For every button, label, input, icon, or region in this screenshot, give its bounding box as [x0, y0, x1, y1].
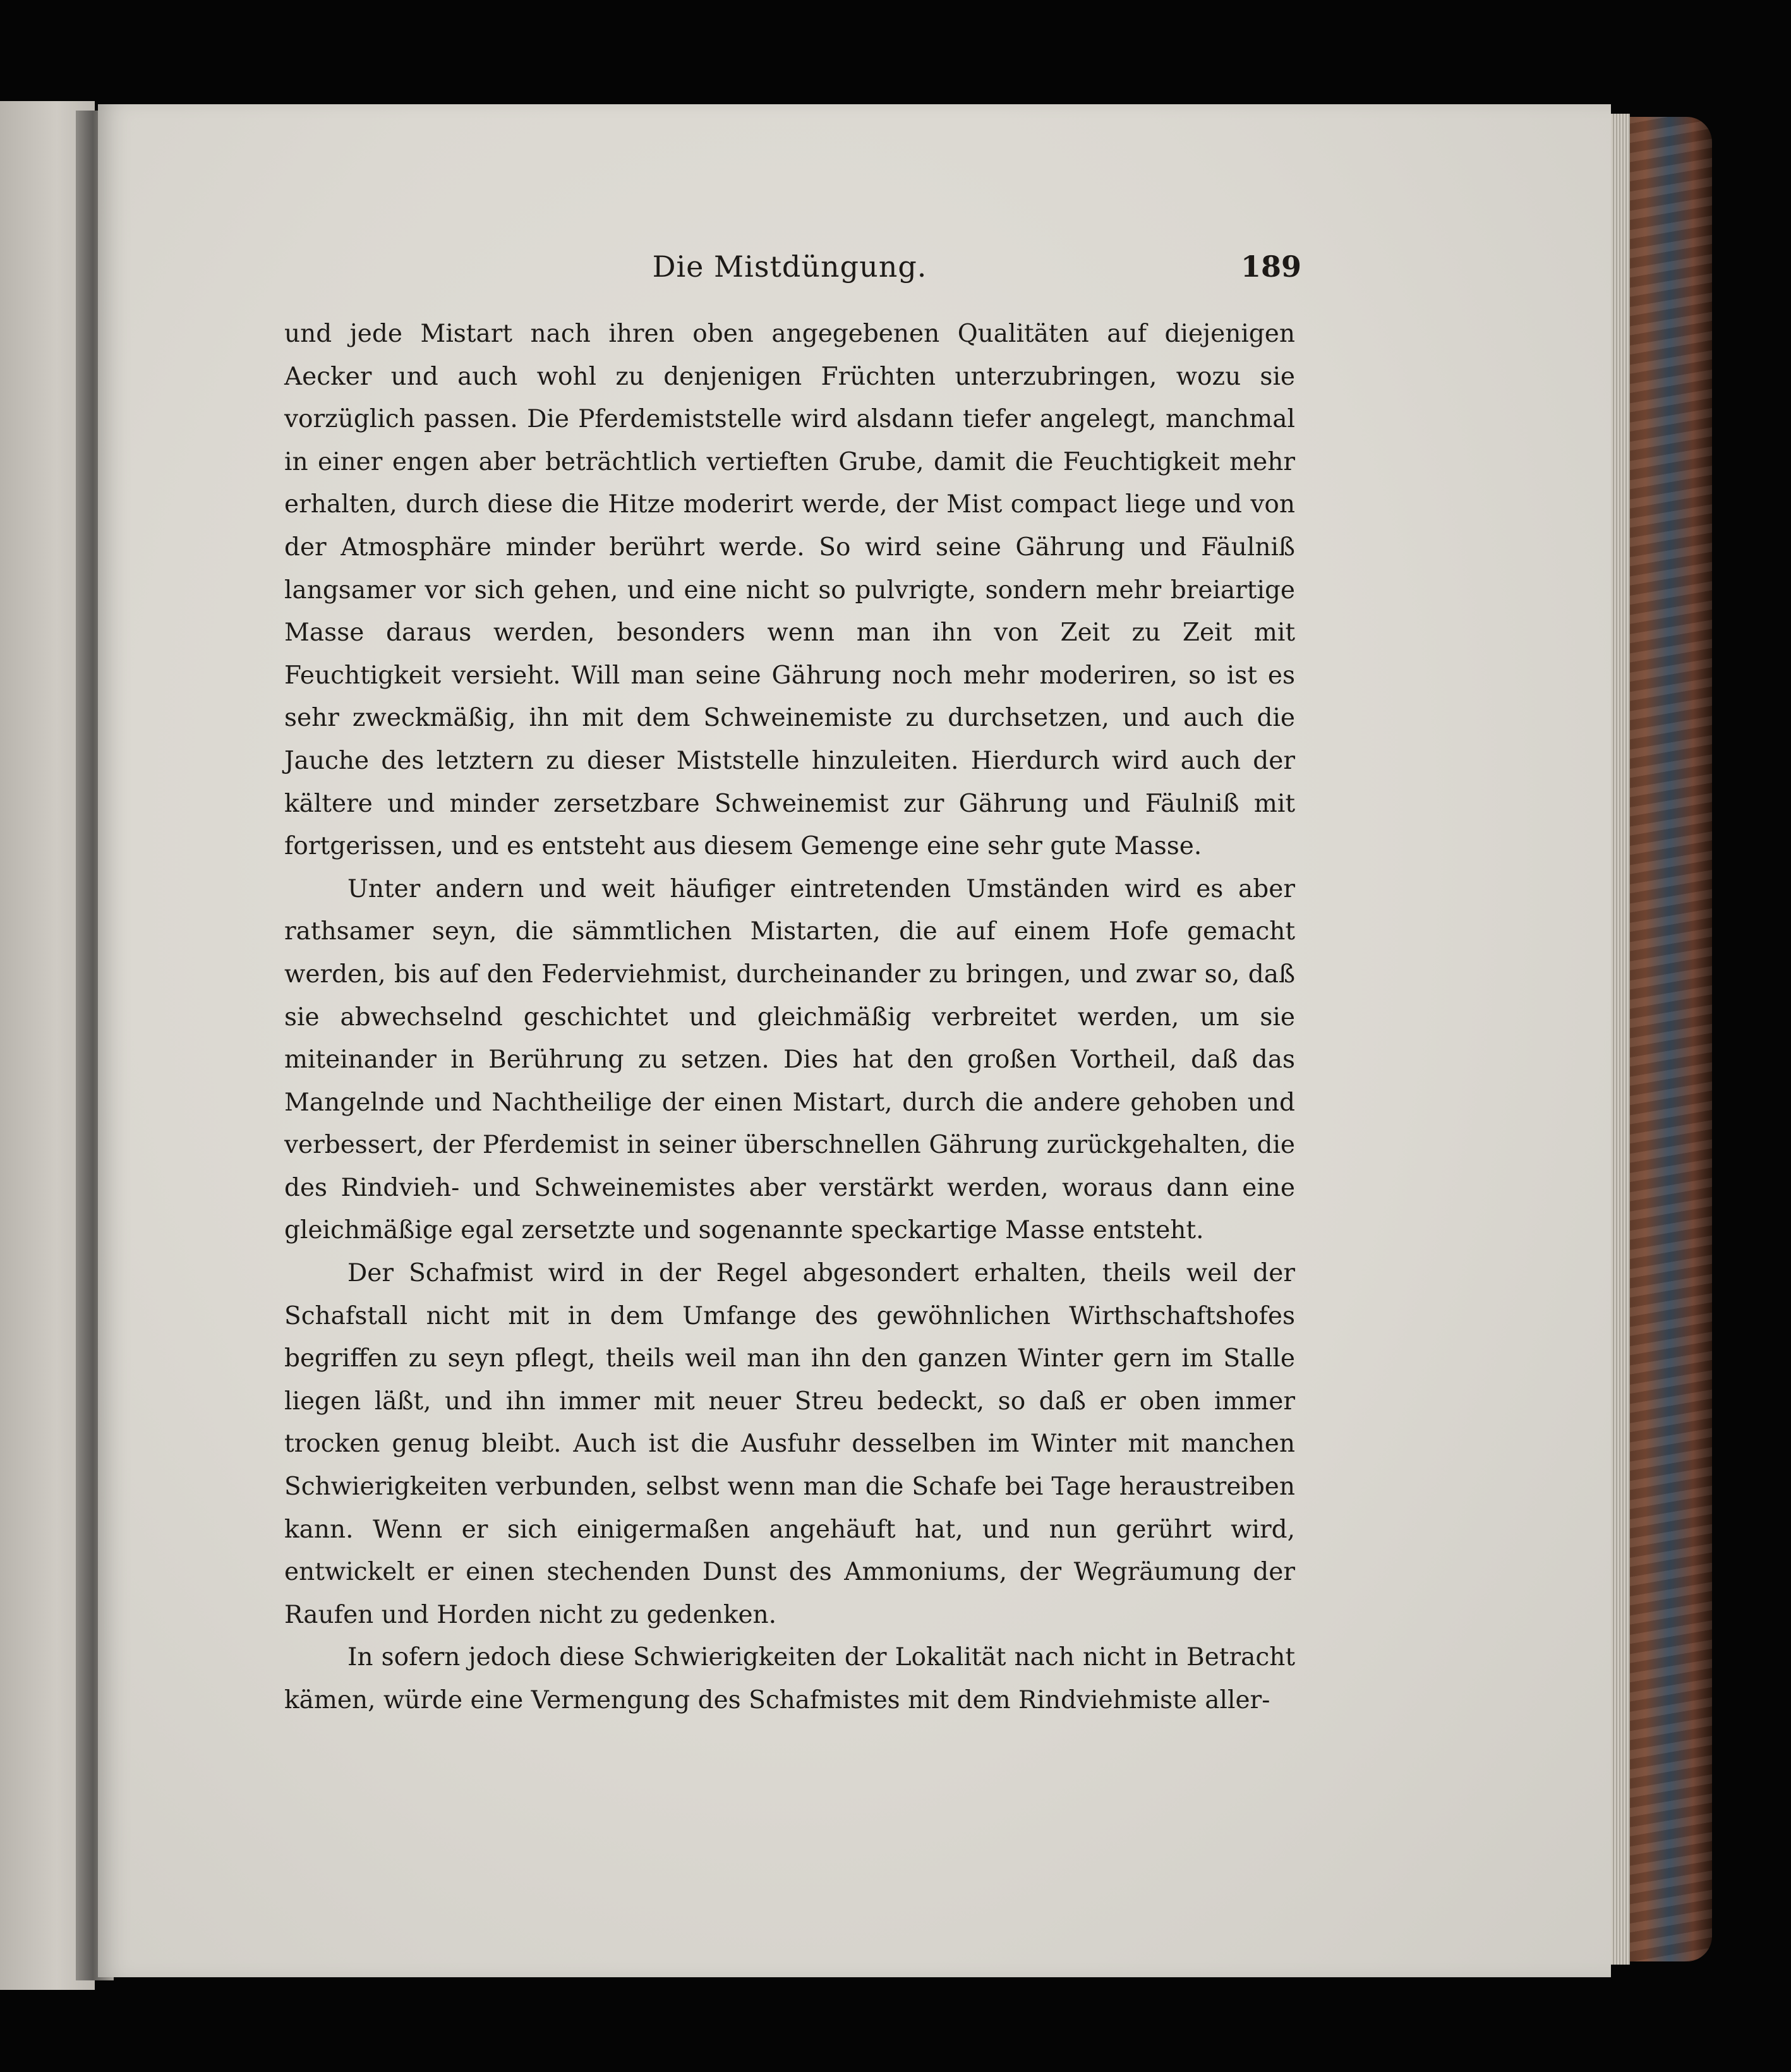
- paragraph-2: Unter andern und weit häufiger eintretenden Umständen wird es aber rathsamer seyn, die sämmtlichen Mistarten, die auf einem Hofe gemacht werden, bis auf den Federviehmist, durcheinander zu bringen, und zwar so, daß sie abwechselnd geschichtet und gleichmäßig verbreitet werden, um sie miteinander in Berührung zu setzen. Dies hat den großen Vortheil, daß das Mangelnde und Nachtheilige der einen Mistart, durch die andere gehoben und verbessert, der Pferdemist in seiner überschnellen Gährung zurückgehalten, die des Rindvieh- und Schweinemistes aber verstärkt werden, woraus dann eine gleichmäßige egal zersetzte und sogenannte speckartige Masse entsteht.: [284, 874, 1295, 1245]
- marbled-cover-edge: [1617, 117, 1712, 1961]
- page-number: 189: [1240, 250, 1301, 284]
- paragraph-4: In sofern jedoch diese Schwierigkeiten der Lokalität nach nicht in Betracht kämen, würde eine Vermengung des Schafmistes mit dem Rindviehmiste aller-: [284, 1643, 1295, 1714]
- body-text: [284, 313, 1295, 1722]
- running-title: Die Mistdüngung.: [652, 250, 927, 284]
- page-header: [284, 250, 1301, 294]
- paragraph-3: Der Schafmist wird in der Regel abgesondert erhalten, theils weil der Schafstall nicht mit in dem Umfange des gewöhnlichen Wirthschaftshofes begriffen zu seyn pflegt, theils weil man ihn den ganzen Winter gern im Stalle liegen läßt, und ihn immer mit neuer Streu bedeckt, so daß er oben immer trocken genug bleibt. Auch ist die Ausfuhr desselben im Winter mit manchen Schwierigkeiten verbunden, selbst wenn man die Schafe bei Tage heraustreiben kann. Wenn er sich einigermaßen angehäuft hat, und nun gerührt wird, entwickelt er einen stechenden Dunst des Ammoniums, der Wegräumung der Raufen und Horden nicht zu gedenken.: [284, 1259, 1295, 1629]
- paragraph-1: und jede Mistart nach ihren oben angegebenen Qualitäten auf diejenigen Aecker und auch wohl zu denjenigen Früchten unterzubringen, wozu sie vorzüglich passen. Die Pferdemiststelle wird alsdann tiefer angelegt, manchmal in einer engen aber beträchtlich vertieften Grube, damit die Feuchtigkeit mehr erhalten, durch diese die Hitze moderirt werde, der Mist compact liege und von der Atmosphäre minder berührt werde. So wird seine Gährung und Fäulniß langsamer vor sich gehen, und eine nicht so pulvrigte, sondern mehr breiartige Masse daraus werden, besonders wenn man ihn von Zeit zu Zeit mit Feuchtigkeit versieht. Will man seine Gährung noch mehr moderiren, so ist es sehr zweckmäßig, ihn mit dem Schweinemiste zu durchsetzen, und auch die Jauche des letztern zu dieser Miststelle hinzuleiten. Hierdurch wird auch der kältere und minder zersetzbare Schweinemist zur Gährung und Fäulniß mit fortgerissen, und es entsteht aus diesem Gemenge eine sehr gute Masse.: [284, 320, 1295, 861]
